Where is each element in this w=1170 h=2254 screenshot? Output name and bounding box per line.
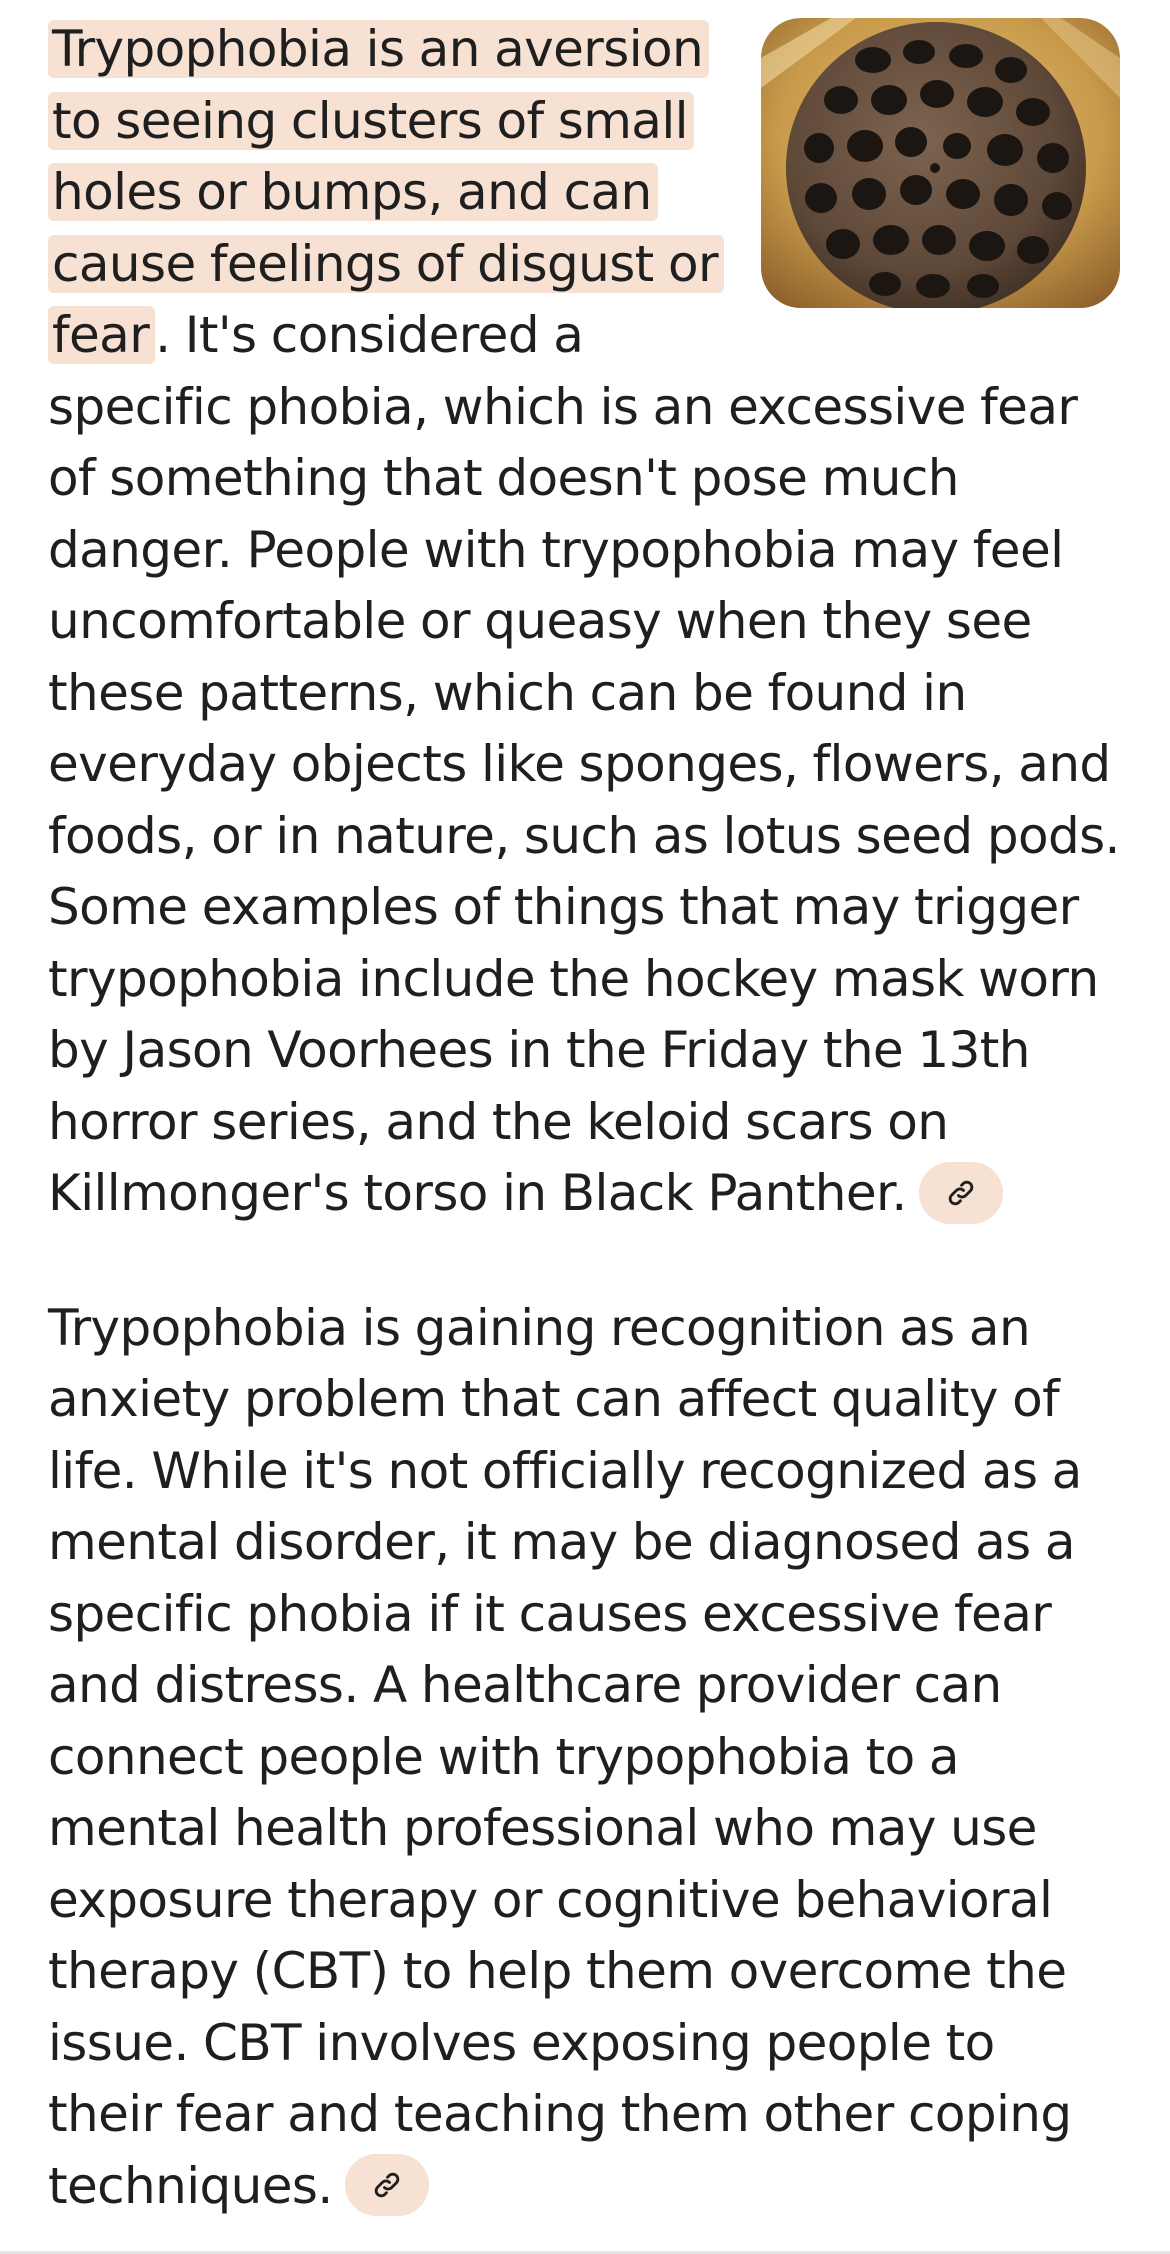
citation-link-button[interactable] bbox=[919, 1162, 1003, 1224]
paragraph-intro-body: . It's considered a specific phobia, which is an excessive fear of something that doesn't pose much danger. People with trypophobia may feel uncomfortable or queasy when they see these patterns, which can be found in everyday objects like sponges, flowers, and foods, or in nature, such as lotus seed pods. Some examples of things that may trigger trypophobia include the hockey mask worn by Jason Voorhees in the Friday the 13th horror series, and the keloid scars on Killmonger's torso in Black Panther. bbox=[48, 306, 1120, 1222]
link-icon bbox=[370, 2168, 404, 2202]
overview-article bbox=[48, 14, 1120, 2222]
lotus-seed-pod-image[interactable] bbox=[761, 18, 1120, 308]
paragraph-treatment bbox=[48, 1293, 1120, 2223]
paragraph-treatment-body: Trypophobia is gaining recognition as an anxiety problem that can affect quality of life. While it's not officially recognized as a mental disorder, it may be diagnosed as a specific phobia if it causes excessive fear and distress. A healthcare provider can connect people with trypophobia to a mental health professional who may use exposure therapy or cognitive behavioral therapy (CBT) to help them overcome the issue. CBT involves exposing people to their fear and teaching them other coping techniques. bbox=[48, 1298, 1082, 2215]
lotus-seed-pod-icon bbox=[761, 18, 1120, 308]
link-icon bbox=[944, 1176, 978, 1210]
highlighted-definition[interactable]: Trypophobia is an aversion to seeing clusters of small holes or bumps, and can cause feelings of disgust or fear bbox=[48, 20, 724, 364]
citation-link-button[interactable] bbox=[345, 2154, 429, 2216]
